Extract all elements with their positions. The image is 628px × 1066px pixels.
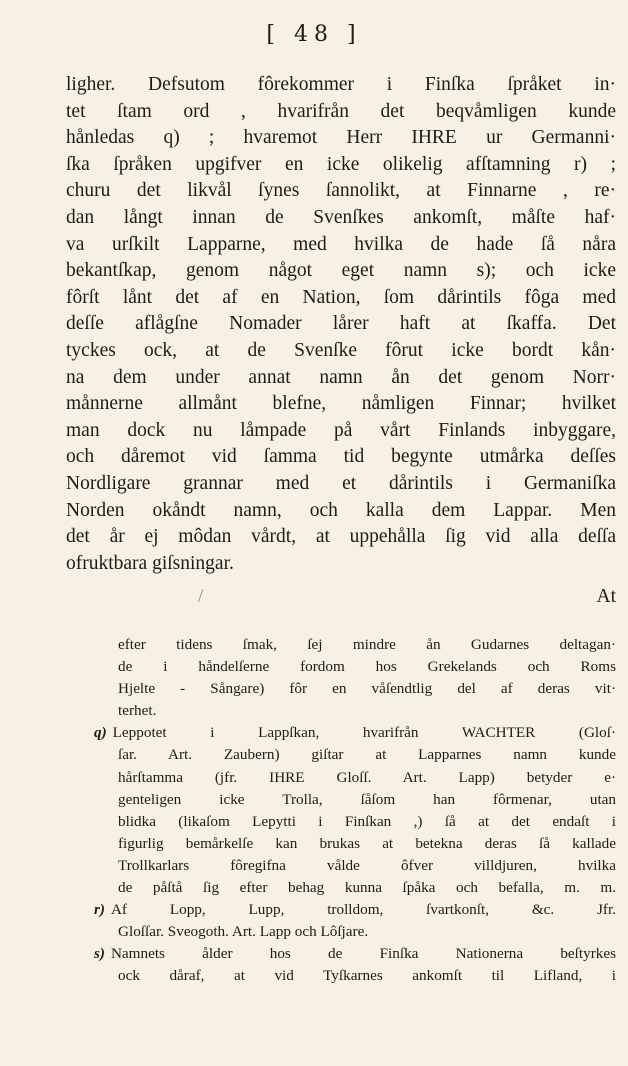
body-line: tet ſtam ord , hvarifrån det beqvåmligen kunde [66, 100, 616, 122]
body-line: det år ej môdan vårdt, at uppehålla ſig vid alla deſſa [66, 526, 616, 548]
body-line: ſka ſpråken upgifver en icke olikelig afſtamning r) ; [66, 153, 616, 175]
body-line: ofruktbara giſsningar. [66, 552, 234, 574]
body-line: dan långt innan de Svenſkes ankomſt, måſte haf· [66, 206, 616, 228]
catchword: At [596, 586, 616, 607]
footnote-text: genteligen icke Trolla, ſåſom han fôrmenar, utan [118, 790, 616, 808]
footnote-text: blidka (likaſom Lepytti i Finſkan ,) ſå at det endaſt i [118, 812, 616, 830]
footnote-line [66, 634, 616, 656]
footnote-label: r) [94, 901, 105, 919]
footnote-text: Hjelte - Sångare) fôr en våſendtlig del af deras vit· [118, 680, 616, 698]
body-line: hånledas q) ; hvaremot Herr IHRE ur Germanni· [66, 127, 616, 149]
stray-mark: / [198, 586, 204, 607]
footnote-text: Leppotet i Lappſkan, hvarifrån WACHTER (Gloſ· [112, 724, 616, 742]
footnote-line [66, 811, 616, 833]
footnote-line [66, 833, 616, 855]
body-line: man dock nu låmpade på vårt Finlands inbyggare, [66, 419, 616, 441]
catchword-row [66, 586, 616, 614]
footnote-text: efter tidens ſmak, ſej mindre ån Gudarnes deltagan· [118, 636, 616, 653]
footnote-text: de i håndelſerne fordom hos Grekelands och Roms [118, 658, 616, 676]
body-line: tyckes ock, at de Svenſke fôrut icke bordt kån· [66, 339, 616, 361]
footnote-line [66, 700, 616, 722]
footnotes [66, 634, 616, 988]
footnote-text: ſar. Art. Zaubern) giſtar at Lapparnes namn kunde [118, 746, 616, 764]
footnote-label: s) [94, 945, 105, 963]
footnote-text: Gloſſar. Sveogoth. Art. Lapp och Lôſjare. [118, 923, 369, 941]
footnote-line [66, 789, 616, 811]
footnote-text: de påſtå ſig efter behag kunna ſpåka och befalla, m. m. [118, 879, 616, 897]
footnote-start [66, 943, 616, 965]
footnote-text: figurlig bemårkelſe kan brukas at betekna deras ſå kallade [118, 834, 616, 852]
footnote-line [66, 877, 616, 899]
footnote-line [66, 965, 616, 987]
footnote-line [66, 678, 616, 700]
body-line: och dåremot vid ſamma tid begynte utmårka deſſes [66, 446, 616, 468]
page-number: [ 48 ] [266, 22, 362, 47]
footnote-start [66, 722, 616, 744]
body-line: deſſe aflågſne Nomader lårer haft at ſkaffa. Det [66, 313, 616, 335]
footnote-line [66, 855, 616, 877]
main-text [66, 72, 616, 577]
body-line: va urſkilt Lapparne, med hvilka de hade ſå nåra [66, 233, 616, 255]
body-line: na dem under annat namn ån det genom Norr· [66, 366, 616, 388]
footnote-label: q) [94, 724, 107, 742]
footnote-line [66, 767, 616, 789]
footnote-line [66, 921, 616, 943]
body-line: Norden okåndt namn, och kalla dem Lappar. Men [66, 499, 616, 521]
footnote-line [66, 744, 616, 766]
body-line: churu det likvål ſynes ſannolikt, at Finnarne , re· [66, 180, 616, 202]
body-line: fôrſt lånt det af en Nation, ſom dårintils fôga med [66, 286, 616, 308]
footnote-text: Trollkarlars fôregifna vålde ôfver villdjuren, hvilka [118, 856, 616, 874]
body-line: ligher. Defsutom fôrekommer i Finſka ſpråket in· [66, 74, 616, 95]
footnote-text: hårſtamma (jfr. IHRE Gloſſ. Art. Lapp) betyder e· [118, 768, 616, 786]
footnote-start [66, 899, 616, 921]
footnote-text: ock dåraf, at vid Tyſkarnes ankomſt til Lifland, i [118, 967, 616, 985]
footnote-line [66, 656, 616, 678]
footnote-text: Namnets ålder hos de Finſka Nationerna beſtyrkes [110, 945, 616, 963]
footnote-text: Af Lopp, Lupp, trolldom, ſvartkonſt, &c. Jfr. [110, 901, 616, 919]
body-line: månnerne allmånt blefne, nåmligen Finnar; hvilket [66, 393, 616, 415]
footnote-text: terhet. [118, 702, 157, 720]
body-line: bekantſkap, genom något eget namn s); och icke [66, 260, 616, 282]
body-line: Nordligare grannar med et dårintils i Germaniſka [66, 472, 616, 494]
